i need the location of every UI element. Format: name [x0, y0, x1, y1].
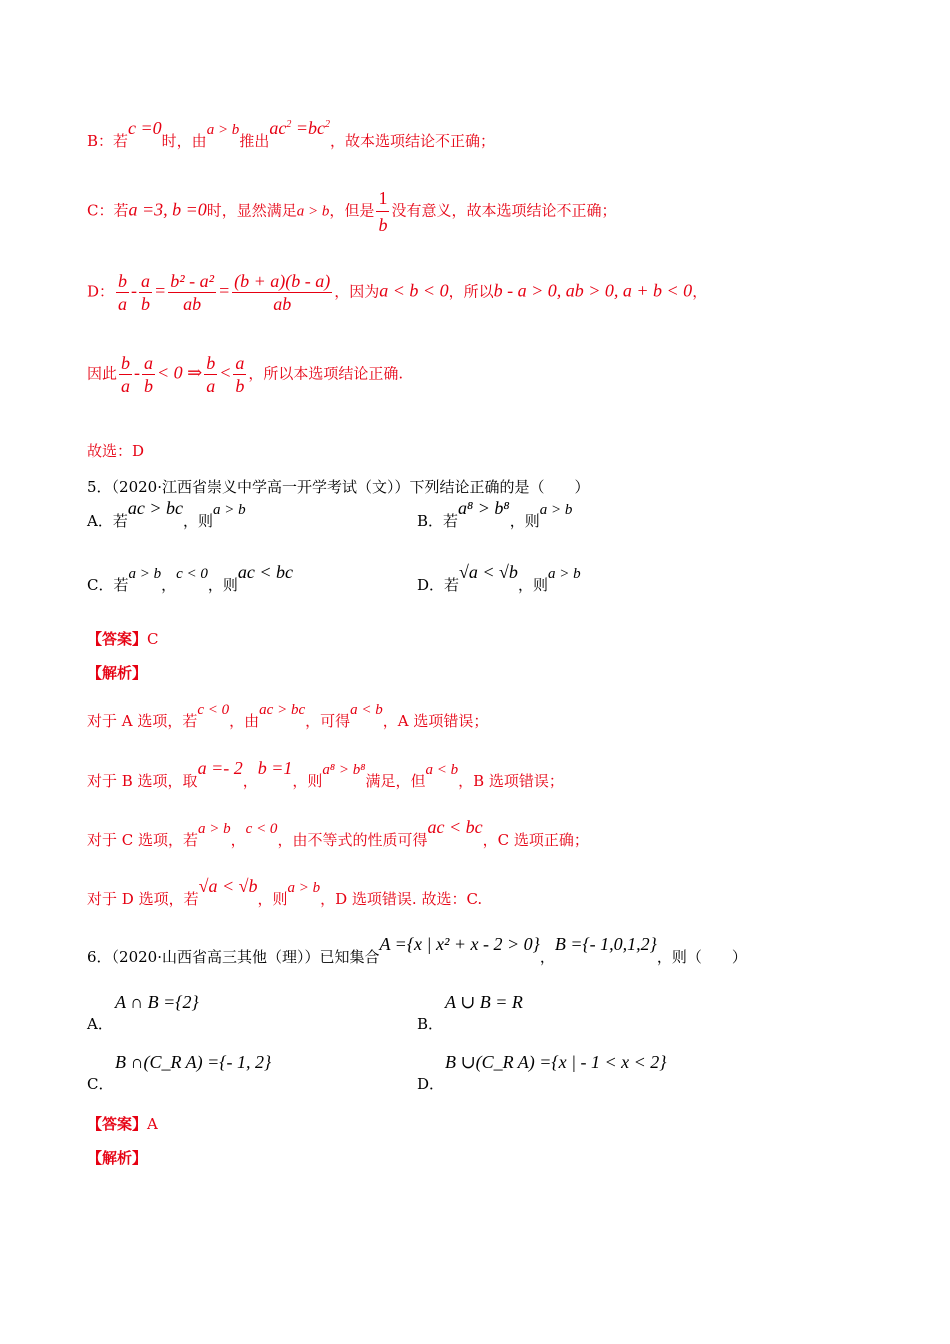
- q5-solution-d: [87, 876, 483, 909]
- q5-solution-b: [87, 758, 564, 791]
- math: a > b: [128, 566, 162, 582]
- numerator: a: [235, 353, 245, 373]
- math: a⁸ > b⁸: [322, 762, 366, 778]
- q6-option-b: [417, 992, 523, 1034]
- operator: < 0 ⇒: [157, 362, 203, 383]
- answer-value: A: [147, 1115, 158, 1133]
- text: ，: [242, 772, 258, 790]
- answer-tag: 【答案】: [87, 1115, 148, 1133]
- option-label: C．: [87, 1075, 114, 1093]
- math: ac < bc: [237, 562, 294, 582]
- text: ，所以: [448, 282, 494, 301]
- text: 因此: [87, 364, 118, 383]
- text: 对于 B 选项，取: [87, 772, 198, 790]
- denominator: b: [141, 294, 151, 314]
- text: ，因为: [334, 282, 380, 301]
- math: a > b: [287, 880, 321, 896]
- q5-answer: [87, 628, 159, 649]
- math: √a < √b: [459, 562, 518, 582]
- math: √a < √b: [198, 876, 258, 896]
- text: 对于 D 选项，若: [87, 890, 199, 908]
- math: a > b: [547, 566, 581, 582]
- text: ，: [692, 282, 708, 301]
- math: ac > bc: [259, 702, 306, 718]
- q6-option-c: [87, 1052, 271, 1094]
- q5-option-b: [417, 498, 573, 531]
- text: ，A 选项错误；: [382, 712, 489, 730]
- text: ，则: [182, 512, 213, 530]
- text: D：: [87, 282, 115, 301]
- numerator: a: [144, 353, 154, 373]
- solution-line-d: [87, 270, 707, 315]
- math: a < b: [425, 762, 459, 778]
- q6-option-a: [87, 992, 199, 1034]
- denominator: b: [235, 376, 245, 396]
- text: ，则: [509, 512, 540, 530]
- math-part: =bc: [295, 118, 325, 138]
- numerator: b: [121, 353, 131, 373]
- denominator: b: [144, 376, 154, 396]
- fraction: [139, 270, 152, 315]
- fraction: [168, 270, 216, 315]
- numerator: b: [206, 353, 216, 373]
- operator: =: [217, 280, 231, 301]
- fraction: [233, 352, 246, 397]
- denominator: a: [206, 376, 216, 396]
- solution-line-c: [87, 185, 616, 238]
- text: ，则: [257, 890, 288, 908]
- math: a > b: [198, 821, 231, 837]
- option-label: B．若: [417, 512, 459, 530]
- text: 对于 A 选项，若: [87, 712, 198, 730]
- math: a < b < 0: [379, 280, 449, 301]
- text: ，故本选项结论不正确；: [329, 132, 495, 150]
- math: a > b: [212, 502, 246, 518]
- text: 没有意义，故本选项结论不正确；: [391, 201, 617, 220]
- fraction: [204, 352, 217, 397]
- math: a > b: [539, 502, 573, 518]
- q5-option-c: [87, 562, 294, 595]
- math: A ={x | x² + x - 2 > 0}: [379, 934, 540, 954]
- math: c =0: [128, 118, 162, 138]
- math: ac > bc: [127, 498, 183, 518]
- text: 6．（2020·山西省高三其他（理））已知集合: [87, 948, 380, 966]
- math: b =1: [257, 758, 293, 778]
- option-label: D．: [417, 1075, 445, 1093]
- numerator: a: [141, 271, 151, 291]
- text: ，则: [207, 576, 238, 594]
- math: ac < bc: [427, 817, 483, 837]
- fraction: [116, 270, 129, 315]
- text: ，B 选项错误；: [458, 772, 564, 790]
- math: a⁸ > b⁸: [458, 498, 510, 518]
- math: c < 0: [245, 821, 278, 837]
- option-label: A．若: [87, 512, 128, 530]
- question-6-stem: [87, 934, 747, 967]
- text: ，: [539, 948, 555, 966]
- answer-value: C: [147, 630, 159, 648]
- solution-therefore: [87, 352, 403, 397]
- text: ，由: [229, 712, 260, 730]
- math: A ∪ B = R: [445, 992, 523, 1012]
- option-label: B．: [417, 1015, 444, 1033]
- text: ，则: [292, 772, 323, 790]
- text: ，但是: [329, 201, 375, 220]
- math: c < 0: [197, 702, 230, 718]
- math: B ∩(C_R A) ={- 1, 2}: [115, 1052, 272, 1072]
- text: ，D 选项错误. 故选：C.: [320, 890, 483, 908]
- text: B：若: [87, 132, 129, 150]
- text: 时，由: [161, 132, 207, 150]
- math: a =3, b =0: [128, 199, 207, 220]
- fraction: [119, 352, 132, 397]
- q5-solution-c: [87, 817, 589, 850]
- math: c < 0: [176, 566, 208, 582]
- math: B ={- 1,0,1,2}: [554, 934, 657, 954]
- option-label: D．若: [417, 576, 460, 594]
- text: ，可得: [305, 712, 351, 730]
- q5-option-a: [87, 498, 246, 531]
- option-label: A．: [87, 1015, 113, 1033]
- option-label: C．若: [87, 576, 129, 594]
- text: ，则（ ）: [656, 948, 747, 966]
- solution-line-b: [87, 118, 495, 151]
- text: ，所以本选项结论正确.: [248, 364, 404, 383]
- numerator: (b + a)(b - a): [234, 271, 331, 291]
- fraction: [142, 352, 155, 397]
- math: A ∩ B ={2}: [115, 992, 199, 1012]
- math: a < b: [350, 702, 383, 718]
- math: b - a > 0, ab > 0, a + b < 0: [493, 280, 693, 301]
- text: C：若: [87, 201, 129, 220]
- denominator: ab: [183, 294, 202, 314]
- math: a > b: [206, 122, 240, 138]
- math: $ac^2 =bc^2$: [269, 118, 330, 138]
- math: a > b: [296, 203, 330, 220]
- math: a =- 2: [197, 758, 243, 778]
- denominator: b: [378, 215, 388, 235]
- text: 对于 C 选项，若: [87, 831, 199, 849]
- fraction: [232, 270, 332, 315]
- text: 推出: [239, 132, 270, 150]
- analysis-tag: 【解析】: [87, 1149, 148, 1167]
- q5-option-d: [417, 562, 581, 595]
- numerator: b: [118, 271, 128, 291]
- text: ，C 选项正确；: [482, 831, 589, 849]
- answer-tag: 【答案】: [87, 630, 148, 648]
- fraction: [376, 185, 389, 238]
- question-5-stem: 5．（2020·江西省崇义中学高一开学考试（文））下列结论正确的是（ ）: [87, 478, 590, 496]
- denominator: a: [118, 294, 128, 314]
- numerator: b² - a²: [170, 271, 214, 291]
- text: ，: [161, 576, 177, 594]
- text: ，由不等式的性质可得: [277, 831, 428, 849]
- choice-d: 故选：D: [87, 442, 145, 460]
- text: ，: [230, 831, 246, 849]
- operator: =: [154, 280, 167, 301]
- operator: -: [134, 362, 141, 383]
- text: ，则: [517, 576, 548, 594]
- text: 时，显然满足: [206, 201, 297, 220]
- operator: -: [131, 280, 138, 301]
- denominator: a: [121, 376, 131, 396]
- text: 满足，但: [365, 772, 426, 790]
- operator: <: [219, 362, 232, 383]
- numerator: 1: [376, 185, 389, 212]
- q6-answer: [87, 1113, 158, 1134]
- analysis-tag: 【解析】: [87, 664, 148, 682]
- q5-analysis-tag: [87, 662, 147, 683]
- q6-analysis-tag: [87, 1147, 147, 1168]
- q6-option-d: [417, 1052, 667, 1094]
- math: B ∪(C_R A) ={x | - 1 < x < 2}: [445, 1052, 667, 1072]
- math-part: ac: [269, 118, 287, 138]
- denominator: ab: [273, 294, 292, 314]
- q5-solution-a: [87, 702, 489, 731]
